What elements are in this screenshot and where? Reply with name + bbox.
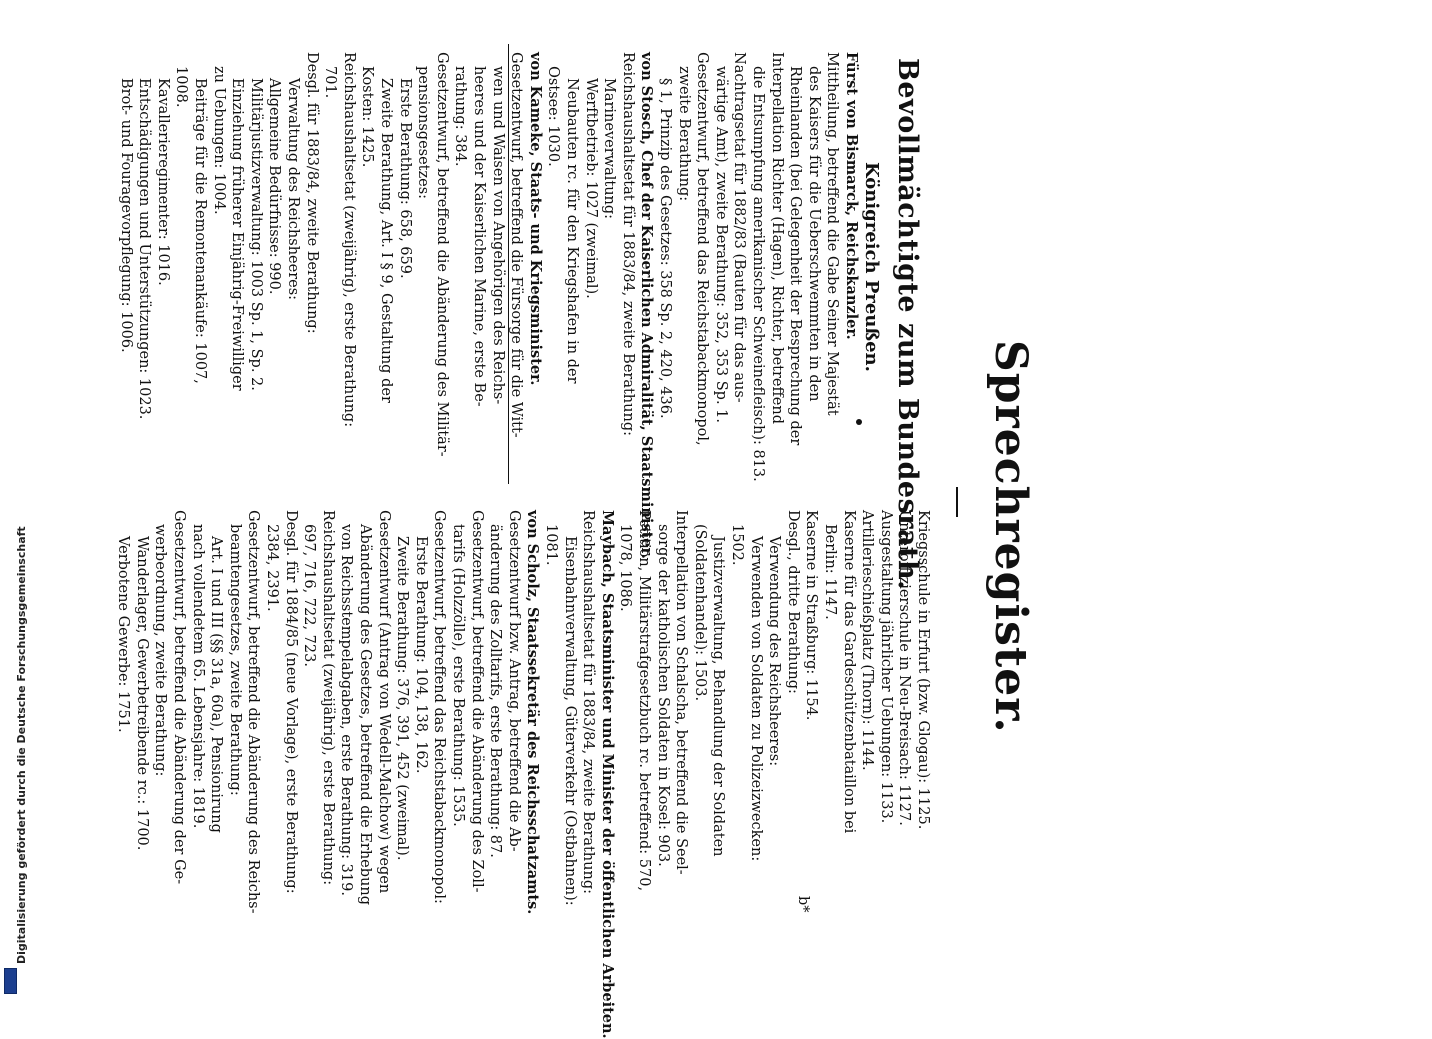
right-column-line: nach vollendetem 65. Lebensjahre: 1819.	[189, 524, 206, 829]
title-rule	[956, 487, 958, 517]
page-marker: b*	[795, 896, 811, 913]
right-column-line: 2384, 2391.	[264, 524, 280, 612]
right-column-line: Gesetzentwurf (Antrag von Wedell-Malchow) wegen	[375, 510, 392, 894]
right-column-line: von Scholz, Staatssekretär des Reichsschatzamts.	[524, 510, 542, 915]
right-column-line: Interpellation von Schalscha, betreffend die Seel-	[673, 510, 690, 875]
left-column-line: Verwaltung des Reichsheeres:	[285, 78, 301, 301]
left-column-line: Fürst von Bismarck, Reichskanzler.	[843, 52, 860, 340]
left-column-line: rathung: 384.	[452, 66, 469, 167]
right-column-line: Gesetzentwurf bzw. Antrag, betreffend die Ab-	[505, 510, 522, 852]
right-column-line: Reichshaushaltsetat (zweijährig), erste Berathung:	[319, 510, 336, 886]
right-column-line: Unteroffizierschule in Neu-Breisach: 1127.	[896, 510, 913, 826]
left-column-line: Entschädigungen und Unterstützungen: 1023.	[136, 78, 153, 420]
left-column-line: Gesetzentwurf, betreffend das Reichstabackmonopol,	[694, 52, 711, 446]
right-column-line: Kaserne in Straßburg: 1154.	[803, 510, 820, 721]
right-column-line: Erste Berathung: 104, 138, 162.	[412, 536, 429, 774]
left-column-line: § 1, Prinzip des Gesetzes: 358 Sp. 2, 420, 436.	[657, 78, 673, 419]
right-column-line: Gesetzentwurf, betreffend die Abänderung des Zoll-	[468, 510, 485, 893]
right-column-line: Art. I und III (§§ 31a, 60a), Pensionirung	[208, 536, 225, 833]
right-column-line: Berlin: 1147.	[822, 524, 838, 620]
right-column-line: Wanderlager, Gewerbetreibende rc.: 1700.	[133, 536, 150, 851]
left-column-line: 701.	[322, 66, 339, 99]
right-column-line: Zweite Berathung: 376, 391, 452 (zweimal).	[394, 536, 411, 861]
left-column-line: 1008.	[173, 66, 190, 108]
right-column-line: änderung des Zolltarifs, erste Berathung: 87.	[487, 524, 504, 858]
left-column-line: Neubauten rc. für den Kriegshafen in der	[564, 78, 580, 384]
left-column-line: Reichshaushaltsetat für 1883/84, zweite Berathung:	[619, 52, 636, 436]
left-column-line: Kosten: 1425.	[359, 66, 376, 168]
right-column-line: Maybach, Staatsminister und Minister der öffentlichen Arbeiten.	[598, 510, 616, 1039]
right-column-line: Kaserne für das Gardeschützenbataillon bei	[840, 510, 857, 834]
left-column-line: Interpellation Richter (Hagen), Richter, betreffend	[768, 52, 785, 425]
right-column-line: Desgl. für 1884/85 (neue Vorlage), erste Berathung:	[282, 510, 299, 894]
right-column-line: sorge der katholischen Soldaten in Kosel: 903.	[654, 524, 671, 867]
left-column-line: Allgemeine Bedürfnisse: 990.	[266, 78, 283, 295]
left-column-line: die Entsumpfung amerikanischer Schweinefleisch): 813.	[750, 66, 766, 482]
right-column-line: Verbotene Gewerbe: 1751.	[115, 536, 132, 733]
right-column-line: beamtengesetzes, zweite Berathung:	[226, 524, 243, 796]
left-column-line: Nachtragsetat für 1882/83 (Bauten für das aus-	[731, 52, 748, 403]
right-column-line: Gesetzentwurf, betreffend das Reichstabackmonopol:	[431, 510, 448, 904]
right-column-line: werbeordnung, zweite Berathung:	[152, 524, 169, 777]
footer-credit: Digitalisierung gefördert durch die Deutsche Forschungsgemeinschaft	[15, 526, 28, 964]
right-column-line: Ausgestaltung jährlicher Uebungen: 1133.	[877, 510, 894, 824]
right-column-line: Artillerieschießplatz (Thorn): 1144.	[859, 510, 876, 771]
left-column-line: zweite Berathung:	[675, 66, 692, 202]
right-column-line: Desgl., dritte Berathung:	[784, 510, 801, 694]
left-column-line: Marineverwaltung:	[601, 78, 618, 220]
right-column-line: Verwendung des Reichsheeres:	[766, 536, 783, 767]
left-column-line: Kavallerieregimenter: 1016.	[154, 78, 171, 286]
right-column-line: Reichshaushaltsetat für 1883/84, zweite Berathung:	[580, 510, 597, 894]
right-column-line: Abänderung des Gesetzes, betreffend die Erhebung	[357, 524, 373, 906]
right-column-line: tarifs (Holzzölle), erste Berathung: 1535.	[450, 524, 466, 827]
right-column-line: Gesetzentwurf, betreffend die Abänderung der Ge-	[171, 510, 187, 885]
right-column-line: Verwenden von Soldaten zu Polizeizwecken:	[747, 536, 764, 862]
left-column-line: Gesetzentwurf, betreffend die Abänderung des Militär-	[433, 52, 450, 457]
right-column-line: 697, 716, 722, 723.	[301, 524, 318, 667]
right-column-line: 1078, 1086.	[617, 524, 634, 612]
left-column-line: Ostsee: 1030.	[545, 66, 562, 167]
left-column-line: Werftbetrieb: 1027 (zweimal).	[582, 78, 599, 299]
left-column-line: wärtige Amt), zweite Berathung: 352, 353 Sp. 1.	[712, 66, 729, 424]
left-column-line: von Kameke, Staats- und Kriegsminister.	[526, 52, 544, 386]
left-column-line: wen und Waisen von Angehörigen des Reichs-	[489, 66, 506, 405]
section-subtitle: Königreich Preußen.	[861, 162, 882, 372]
left-column-line: pensionsgesetzes:	[415, 66, 432, 200]
left-column-line: Einziehung früherer Einjährig-Freiwilliger	[229, 78, 246, 391]
right-column-line: 1502.	[729, 524, 745, 566]
right-column-line: Eisenbahnverwaltung, Güterverkehr (Ostbahnen):	[561, 536, 578, 906]
right-column-line: 1081.	[543, 524, 559, 566]
right-column-line: Petition, Militärstrafgesetzbuch rc. betreffend: 570,	[636, 510, 652, 892]
right-column-line: Gesetzentwurf, betreffend die Abänderung des Reichs-	[245, 510, 262, 914]
right-column-line: Justizverwaltung, Behandlung der Soldaten	[710, 536, 727, 857]
left-column-line: Beiträge für die Remontenankäufe: 1007,	[192, 78, 208, 384]
left-column-line: Desgl. für 1883/84, zweite Berathung:	[303, 52, 320, 334]
left-column-line: Brot- und Fouragevorpflegung: 1006.	[117, 78, 134, 353]
left-column-line: Reichshaushaltsetat (zweijährig), erste Berathung:	[340, 52, 357, 428]
left-column-line: heeres und der Kaiserlichen Marine, erste Be-	[471, 66, 487, 407]
right-column-line: Kriegsschule in Erfurt (bzw. Glogau): 1125.	[915, 510, 931, 830]
left-column-line: des Kaisers für die Ueberschwemmten in den	[805, 66, 822, 402]
left-column-line: Mittheilung, betreffend die Gabe Seiner Majestät	[824, 52, 841, 416]
left-column-line: Gesetzentwurf, betreffend die Fürsorge für die Witt-	[508, 52, 525, 438]
section-title: Bevollmächtigte zum Bundesrath.	[892, 58, 923, 590]
left-column-line: Rheinlanden (bei Gelegenheit der Besprechung der	[787, 66, 804, 446]
right-column-line: von Reichsstempelabgaben, erste Berathung: 319.	[338, 524, 355, 896]
left-column-line: Erste Berathung: 658, 659.	[396, 78, 413, 279]
left-column-line: Zweite Berathung, Art. I § 9, Gestaltung der	[378, 78, 394, 403]
left-column-line: von Stosch, Chef der Kaiserlichen Admiralität, Staatsminister.	[638, 52, 656, 559]
right-column-line: (Soldatenhandel): 1503.	[691, 524, 708, 702]
ornament-dot	[856, 419, 862, 425]
left-column-line: Militärjustizverwaltung: 1003 Sp. 1, Sp. 2.	[247, 78, 264, 391]
page-title: Sprechregister.	[985, 340, 1036, 734]
left-column-line: zu Uebungen: 1004.	[210, 66, 227, 215]
